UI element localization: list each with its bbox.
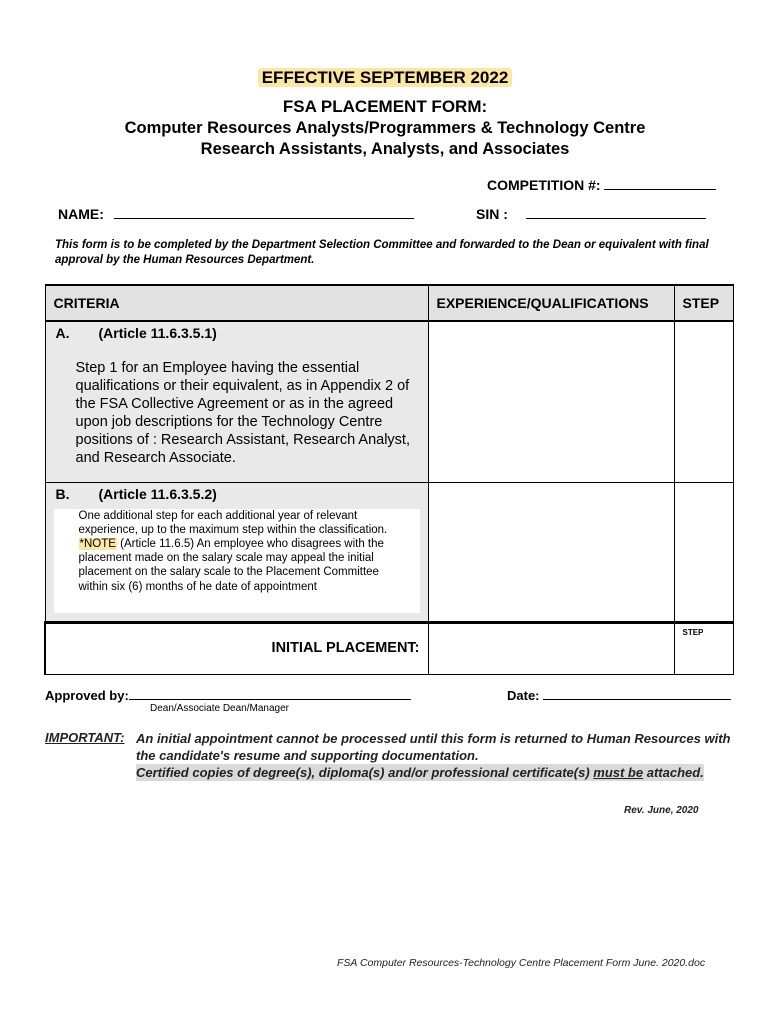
approved-by-field <box>45 688 411 703</box>
criteria-b-letter: B. <box>55 485 70 502</box>
date-input-line[interactable] <box>543 689 731 700</box>
form-subtitle-2: Research Assistants, Analysts, and Associates <box>200 140 570 158</box>
competition-input-line[interactable] <box>604 177 716 190</box>
criteria-b-text: One additional step for each additional year of relevant experience, up to the maximum step within the classification. *NOTE (Article 11.6.5) An employee who disagrees with the placement made on the salary scale may appeal the initial placement on the salary scale to the Placement Committee within six (6) months of he date of appointment <box>78 509 388 593</box>
name-label: NAME: <box>58 206 104 222</box>
sin-field <box>476 206 706 222</box>
name-field <box>58 206 414 222</box>
step-a-cell[interactable] <box>674 321 733 482</box>
important-label: IMPORTANT: <box>45 730 125 745</box>
form-subtitle-1: Computer Resources Analysts/Programmers & Technology Centre <box>124 119 646 137</box>
criteria-a-cell <box>45 321 428 482</box>
initial-placement-step-label: STEP <box>682 627 704 637</box>
effective-date-banner <box>0 68 770 88</box>
effective-date: EFFECTIVE SEPTEMBER 2022 <box>258 68 513 87</box>
important-line-3: Certified copies of degree(s), diploma(s) and/or professional certificate(s) must be attached. <box>136 765 704 780</box>
initial-placement-row <box>45 622 733 674</box>
revision-date: Rev. June, 2020 <box>624 805 699 816</box>
sin-label: SIN : <box>476 206 508 222</box>
criteria-row-a <box>45 321 733 482</box>
initial-placement-label: INITIAL PLACEMENT: <box>271 639 420 656</box>
date-field <box>507 688 731 703</box>
criteria-b-article: (Article 11.6.3.5.2) <box>98 485 217 502</box>
instructions-text: This form is to be completed by the Department Selection Committee and forwarded to the Dean or equivalent with final approval by the Human Resources Department. <box>55 239 709 266</box>
important-line-2: the candidate's resume and supporting documentation. <box>136 748 479 763</box>
criteria-a-article: (Article 11.6.3.5.1) <box>98 325 217 341</box>
important-text <box>136 730 736 781</box>
approved-by-input-line[interactable] <box>129 689 411 700</box>
initial-placement-label-cell <box>45 622 428 674</box>
criteria-row-b <box>45 482 733 622</box>
experience-b-cell[interactable] <box>428 482 674 622</box>
sin-input-line[interactable] <box>526 206 706 219</box>
step-header: STEP <box>674 285 733 321</box>
experience-a-cell[interactable] <box>428 321 674 482</box>
date-label: Date: <box>507 688 540 703</box>
table-header-row <box>45 285 733 321</box>
competition-field <box>487 177 716 193</box>
criteria-b-cell <box>45 482 428 622</box>
note-highlight: *NOTE <box>79 537 116 550</box>
form-title: FSA PLACEMENT FORM: <box>282 97 488 116</box>
criteria-table <box>44 284 734 675</box>
initial-placement-experience-cell[interactable] <box>428 622 674 674</box>
experience-header: EXPERIENCE/QUALIFICATIONS <box>428 285 674 321</box>
step-b-cell[interactable] <box>674 482 733 622</box>
competition-label: COMPETITION #: <box>487 177 601 193</box>
important-line-1: An initial appointment cannot be processed until this form is returned to Human Resources with <box>136 731 731 746</box>
name-input-line[interactable] <box>114 206 414 219</box>
approved-by-label: Approved by: <box>45 688 129 703</box>
approver-role: Dean/Associate Dean/Manager <box>150 703 289 714</box>
criteria-a-text: Step 1 for an Employee having the essential qualifications or their equivalent, as in Appendix 2 of the FSA Collective Agreement or as in the agreed upon job descriptions for the Technology Centre positions of : Research Assistant, Research Analyst, and Research Associate. <box>75 360 410 466</box>
footer-filename: FSA Computer Resources-Technology Centre Placement Form June. 2020.doc <box>337 957 706 969</box>
criteria-header: CRITERIA <box>45 285 428 321</box>
criteria-a-letter: A. <box>55 325 70 341</box>
initial-placement-step-cell[interactable] <box>674 622 733 674</box>
